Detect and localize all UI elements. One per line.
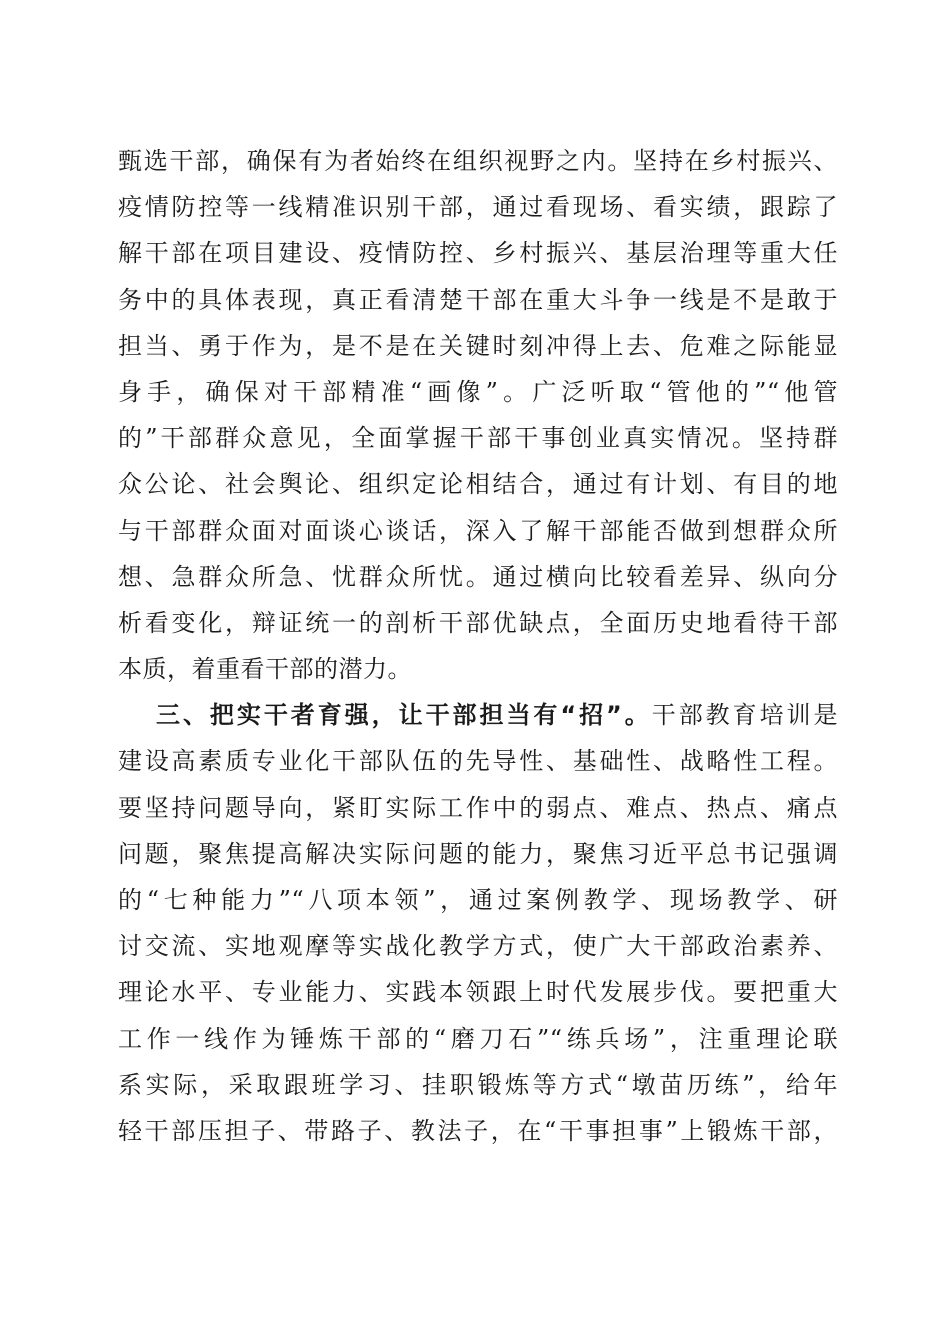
document-body [118,138,838,1154]
paragraph-line: 要坚持问题导向，紧盯实际工作中的弱点、难点、热点、痛点 [118,793,838,822]
paragraph-line: 本质，着重看干部的潜力。 [118,655,412,684]
paragraph-line: 问题，聚焦提高解决实际问题的能力，聚焦习近平总书记强调 [118,839,838,868]
paragraph-line: 讨交流、实地观摩等实战化教学方式，使广大干部政治素养、 [118,932,838,961]
paragraph-line: 的”干部群众意见，全面掌握干部干事创业真实情况。坚持群 [118,424,838,453]
section-heading-line [118,692,838,738]
paragraph-line: 务中的具体表现，真正看清楚干部在重大斗争一线是不是敢于 [118,285,838,314]
paragraph-line: 甄选干部，确保有为者始终在组织视野之内。坚持在乡村振兴、 [118,147,838,175]
paragraph-line: 疫情防控等一线精准识别干部，通过看现场、看实绩，跟踪了 [118,193,838,222]
paragraph-line: 系实际，采取跟班学习、挂职锻炼等方式“墩苗历练”，给年 [118,1070,838,1099]
paragraph-line: 与干部群众面对面谈心谈话，深入了解干部能否做到想群众所 [118,516,838,545]
paragraph-line: 解干部在项目建设、疫情防控、乡村振兴、基层治理等重大任 [118,239,838,268]
section-intro-text: 干部教育培训是 [651,701,838,730]
paragraph-line: 轻干部压担子、带路子、教法子，在“干事担事”上锻炼干部， [118,1116,838,1145]
paragraph-line: 理论水平、专业能力、实践本领跟上时代发展步伐。要把重大 [118,978,838,1007]
paragraph-line: 想、急群众所急、忧群众所忧。通过横向比较看差异、纵向分 [118,562,838,591]
section-heading: 三、把实干者育强，让干部担当有“招”。 [156,701,652,730]
paragraph-line: 工作一线作为锤炼干部的“磨刀石”“练兵场”，注重理论联 [118,1024,838,1053]
paragraph-line: 身手，确保对干部精准“画像”。广泛听取“管他的”“他管 [118,377,838,406]
paragraph-line: 担当、勇于作为，是不是在关键时刻冲得上去、危难之际能显 [118,331,838,360]
paragraph-line: 众公论、社会舆论、组织定论相结合，通过有计划、有目的地 [118,470,838,499]
paragraph-line: 析看变化，辩证统一的剖析干部优缺点，全面历史地看待干部 [118,608,838,637]
paragraph-line: 的“七种能力”“八项本领”，通过案例教学、现场教学、研 [118,886,838,914]
paragraph-line: 建设高素质专业化干部队伍的先导性、基础性、战略性工程。 [118,747,838,776]
